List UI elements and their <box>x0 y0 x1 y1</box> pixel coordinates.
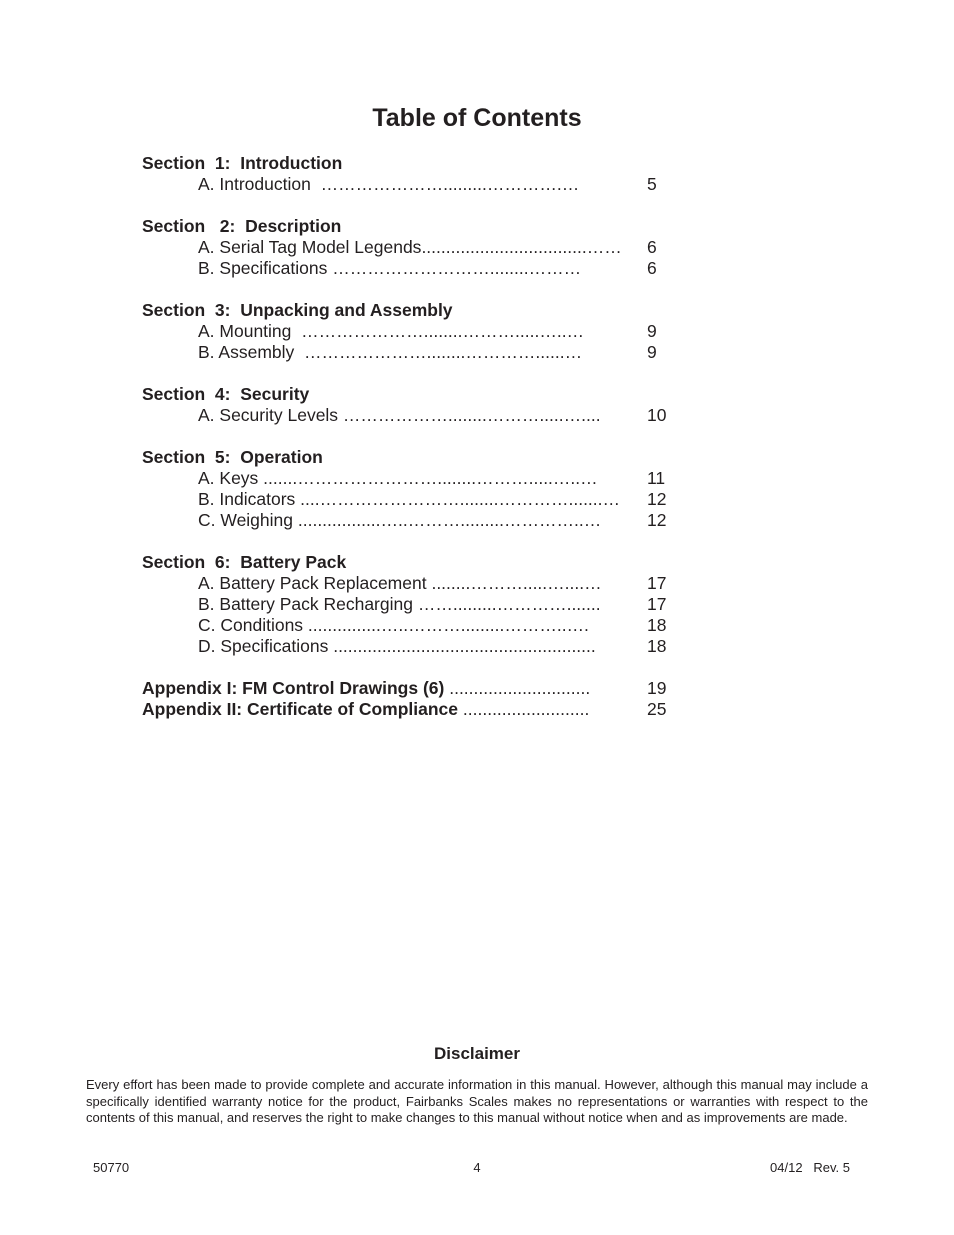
entry-leader-dots: ..................................…… <box>421 237 622 257</box>
section-heading: Section 1: Introduction <box>142 153 343 173</box>
toc-section-5 <box>142 447 682 531</box>
toc-entry[interactable] <box>142 489 682 510</box>
appendix-leader-dots: .......................... <box>462 699 590 719</box>
toc-entry[interactable] <box>142 405 682 426</box>
entry-leader-dots: .................…..……….........…………..… <box>297 510 602 530</box>
toc-entry[interactable] <box>142 594 682 615</box>
section-heading: Section 5: Operation <box>142 447 323 467</box>
footer-revision: 04/12 Rev. 5 <box>770 1160 850 1175</box>
entry-page-number: 18 <box>647 636 667 656</box>
entry-label: C. Weighing .................…..……….........…………..… <box>198 510 602 530</box>
toc-entry[interactable] <box>142 342 682 363</box>
page-title: Table of Contents <box>372 104 582 132</box>
toc-section-1 <box>142 153 682 195</box>
entry-page-number: 9 <box>647 342 657 362</box>
entry-page-number: 6 <box>647 258 657 278</box>
entry-page-number: 11 <box>647 468 666 488</box>
entry-label: C. Conditions ...............…..……….........………..…. <box>198 615 589 635</box>
entry-leader-dots: ....……………………........………….......… <box>300 489 621 509</box>
entry-label: B. Assembly …………………........…………......… <box>198 342 583 362</box>
entry-label: A. Introduction ………………….........………….… <box>198 174 580 194</box>
entry-label: B. Battery Pack Recharging …….........…………....... <box>198 594 601 614</box>
appendix-leader-dots: ............................. <box>449 678 591 698</box>
entry-label: A. Mounting …………………........……….....…..… <box>198 321 585 341</box>
section-heading: Section 4: Security <box>142 384 310 404</box>
entry-leader-dots: …………………........……….....…..… <box>301 321 585 341</box>
entry-page-number: 9 <box>647 321 657 341</box>
entry-leader-dots: ………………….........………….… <box>320 174 580 194</box>
entry-page-number: 10 <box>647 405 667 425</box>
entry-page-number: 6 <box>647 237 657 257</box>
footer-doc-number: 50770 <box>93 1160 130 1175</box>
toc-entry[interactable] <box>142 468 682 489</box>
entry-leader-dots: .......……………………........……….....…..… <box>263 468 598 488</box>
entry-page-number: 17 <box>647 573 667 593</box>
appendix-page-number: 25 <box>647 699 667 719</box>
toc-entry[interactable] <box>142 636 682 657</box>
table-of-contents <box>142 153 682 720</box>
footer-page-number: 4 <box>473 1160 481 1175</box>
section-heading: Section 6: Battery Pack <box>142 552 347 572</box>
entry-page-number: 12 <box>647 510 667 530</box>
entry-label: A. Serial Tag Model Legends..................................…… <box>198 237 622 257</box>
entry-label: B. Indicators ....……………………........………….......… <box>198 489 621 509</box>
entry-label: D. Specifications ...................................................... <box>198 636 596 656</box>
entry-leader-dots: …….........…………....... <box>417 594 601 614</box>
toc-section-2 <box>142 216 682 279</box>
entry-label: A. Battery Pack Replacement ........……….....…....… <box>198 573 602 593</box>
entry-label: A. Keys .......……………………........……….....…..… <box>198 468 598 488</box>
entry-label: A. Security Levels ………………........……….....….... <box>198 405 601 425</box>
toc-entry[interactable] <box>142 174 682 195</box>
appendix-label: Appendix II: Certificate of Compliance <box>142 699 463 719</box>
entry-leader-dots: ………………………........……… <box>332 258 582 278</box>
entry-label: B. Specifications ………………………........……… <box>198 258 582 278</box>
entry-leader-dots: …………………........…………......… <box>304 342 583 362</box>
entry-page-number: 5 <box>647 174 657 194</box>
entry-leader-dots: ...............…..……….........………..…. <box>307 615 589 635</box>
entry-page-number: 18 <box>647 615 667 635</box>
entry-leader-dots: ………………........……….....….... <box>342 405 601 425</box>
toc-section-6 <box>142 552 682 657</box>
toc-entry[interactable] <box>142 615 682 636</box>
entry-leader-dots: ...................................................... <box>333 636 596 656</box>
section-heading: Section 3: Unpacking and Assembly <box>142 300 453 320</box>
toc-entry[interactable] <box>142 237 682 258</box>
section-heading: Section 2: Description <box>142 216 342 236</box>
disclaimer-heading: Disclaimer <box>434 1044 520 1063</box>
appendix-page-number: 19 <box>647 678 667 698</box>
disclaimer-paragraph: Every effort has been made to provide complete and accurate information in this manual. However, although this manual may include a specifically identified warranty notice for the product, Fairbanks Scales makes no representations or warranties with respect to the contents of this manual, and reserves the right to make changes to this manual without notice when and as improvements are made. <box>86 1077 868 1125</box>
entry-page-number: 17 <box>647 594 667 614</box>
appendix-label: Appendix I: FM Control Drawings (6) <box>142 678 450 698</box>
toc-appendix-1[interactable] <box>142 678 682 699</box>
toc-section-3 <box>142 300 682 363</box>
toc-entry[interactable] <box>142 258 682 279</box>
entry-leader-dots: ........……….....…....… <box>431 573 602 593</box>
entry-page-number: 12 <box>647 489 667 509</box>
toc-section-4 <box>142 384 682 426</box>
toc-entry[interactable] <box>142 510 682 531</box>
toc-entry[interactable] <box>142 321 682 342</box>
toc-appendix-2[interactable] <box>142 699 682 720</box>
toc-entry[interactable] <box>142 573 682 594</box>
